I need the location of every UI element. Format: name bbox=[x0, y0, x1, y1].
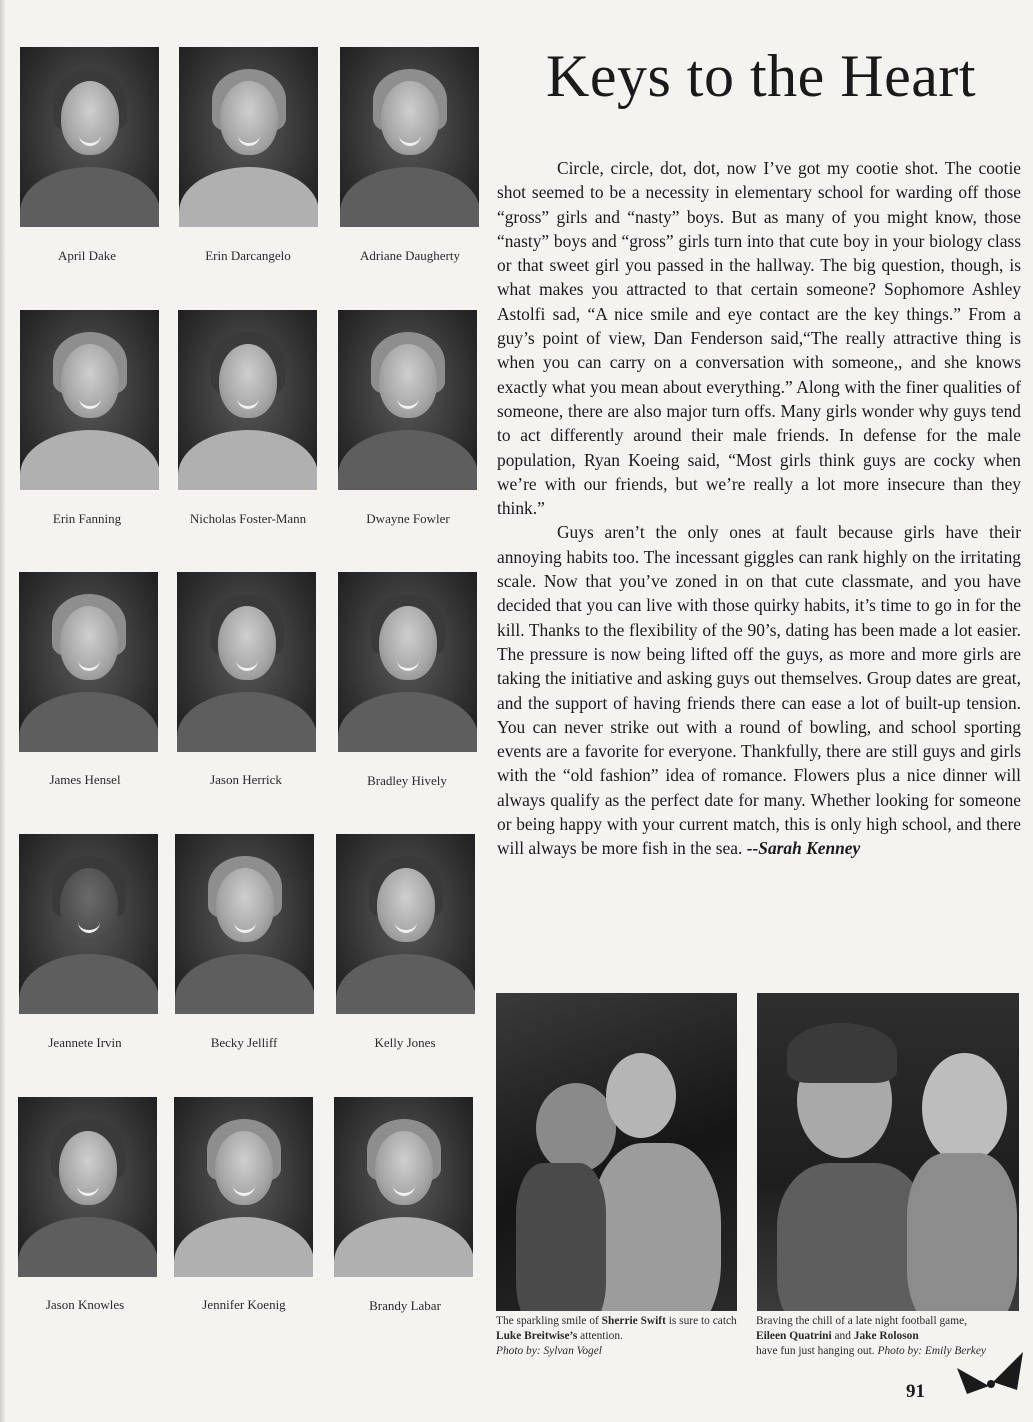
portrait-photo bbox=[20, 310, 159, 490]
article-paragraph-1: Circle, circle, dot, dot, now I’ve got my cootie shot. The cootie shot seemed to be a necessity in elementary school for warding off those “gross” girls and “nasty” boys. But as many of you might know, those “nasty” boys and “gross” girls turn into that cute boy in your biology class or that sweet girl you passed in the hallway. The big question, though, is what makes you attracted to that certain someone? Sophomore Ashley Astolfi sad, “A nice smile and eye contact are the key things.” From a guy’s point of view, Dan Fenderson said,“The really attractive thing is when you can carry on a conversation with someone,, and she knows exactly what you mean about everything.” Along with the finer qualities of someone, there are also major turn offs. Many girls wonder why guys tend to act differently around their male friends. In defense for the male population, Ryan Koeing said, “Most girls think guys are cocky when we’re with our friends, but we’re really a lot more insecure than they think.” bbox=[497, 158, 1021, 519]
portrait-photo bbox=[179, 47, 318, 227]
portrait-photo bbox=[175, 834, 314, 1014]
photo-caption-left: The sparkling smile of Sherrie Swift is sure to catch Luke Breitwise’s attention. Photo by: Sylvan Vogel bbox=[496, 1315, 737, 1357]
portrait-photo bbox=[336, 834, 475, 1014]
photo-caption-right: Braving the chill of a late night football game, Eileen Quatrini and Jake Roloson have fun just hanging out. Photo by: Emily Berkey bbox=[756, 1315, 986, 1357]
article-paragraph-2-text: Guys aren’t the only ones at fault because girls have their annoying habits too. The incessant giggles can rank highly on the irritating scale. Now that you’ve zoned in on that cute classmate, and you have decided that you can live with those quirky habits, it’s time to go in for the kill. Thanks to the flexibility of the 90’s, dating has been made a lot easier. The pressure is now being lifted off the guys, as more and more girls are taking the initiative and asking guys out themselves. Group dates are great, and the support of having friends there can ease a lot of built-up tension. You can never strike out with a round of bowling, and school sporting events are a favorite for everyone. Thankfully, there are still guys and girls with the “old fashion” idea of romance. Flowers plus a nice dinner will always qualify as the perfect date for many. Whether looking for someone or being happy with your current match, this is only high school, and there will always be more fish in the sea. bbox=[497, 522, 1021, 859]
portrait-photo bbox=[19, 572, 158, 752]
portrait-photo bbox=[340, 47, 479, 227]
portrait-photo bbox=[19, 834, 158, 1014]
portrait-caption: Dwayne Fowler bbox=[366, 511, 450, 526]
portrait-photo bbox=[178, 310, 317, 490]
portrait-caption: April Dake bbox=[57, 248, 117, 263]
candid-photo-dance bbox=[496, 993, 737, 1311]
article-byline: --Sarah Kenney bbox=[746, 838, 861, 859]
article-paragraph-2 bbox=[497, 520, 1021, 860]
page-edge bbox=[0, 0, 6, 1422]
portrait-photo bbox=[177, 572, 316, 752]
portrait-caption: Adriane Daugherty bbox=[360, 248, 460, 263]
portrait-caption: Erin Fanning bbox=[52, 511, 122, 526]
portrait-photo bbox=[334, 1097, 473, 1277]
portrait-caption: Brandy Labar bbox=[369, 1298, 441, 1313]
photo-credit: Photo by: Sylvan Vogel bbox=[496, 1345, 602, 1357]
page-number: 91 bbox=[906, 1381, 925, 1402]
candid-photo-football-game bbox=[757, 993, 1019, 1311]
portrait-caption: Erin Darcangelo bbox=[205, 248, 291, 263]
caption-name: Jake Roloson bbox=[853, 1330, 919, 1342]
caption-name: Sherrie Swift bbox=[601, 1315, 666, 1327]
article-body bbox=[497, 156, 1021, 861]
portrait-photo bbox=[338, 310, 477, 490]
portrait-photo bbox=[174, 1097, 313, 1277]
portrait-photo bbox=[338, 572, 477, 752]
portrait-caption: Kelly Jones bbox=[374, 1035, 436, 1050]
caption-name: Luke Breitwise’s bbox=[496, 1330, 578, 1342]
portrait-photo bbox=[20, 47, 159, 227]
portrait-caption: Bradley Hively bbox=[367, 773, 447, 788]
portrait-caption: Becky Jelliff bbox=[210, 1035, 278, 1050]
portrait-caption: Jason Knowles bbox=[45, 1297, 125, 1312]
portrait-caption: Jason Herrick bbox=[210, 772, 282, 787]
portrait-caption: Jennifer Koenig bbox=[202, 1297, 286, 1312]
caption-name: Eileen Quatrini bbox=[756, 1330, 832, 1342]
article-title: Keys to the Heart bbox=[545, 43, 977, 109]
photo-credit: Photo by: Emily Berkey bbox=[877, 1345, 986, 1357]
portrait-photo bbox=[18, 1097, 157, 1277]
bow-ornament-icon bbox=[955, 1348, 1025, 1398]
portrait-caption: Nicholas Foster-Mann bbox=[189, 511, 307, 526]
portrait-caption: James Hensel bbox=[49, 772, 121, 787]
portrait-caption: Jeannete Irvin bbox=[48, 1035, 122, 1050]
